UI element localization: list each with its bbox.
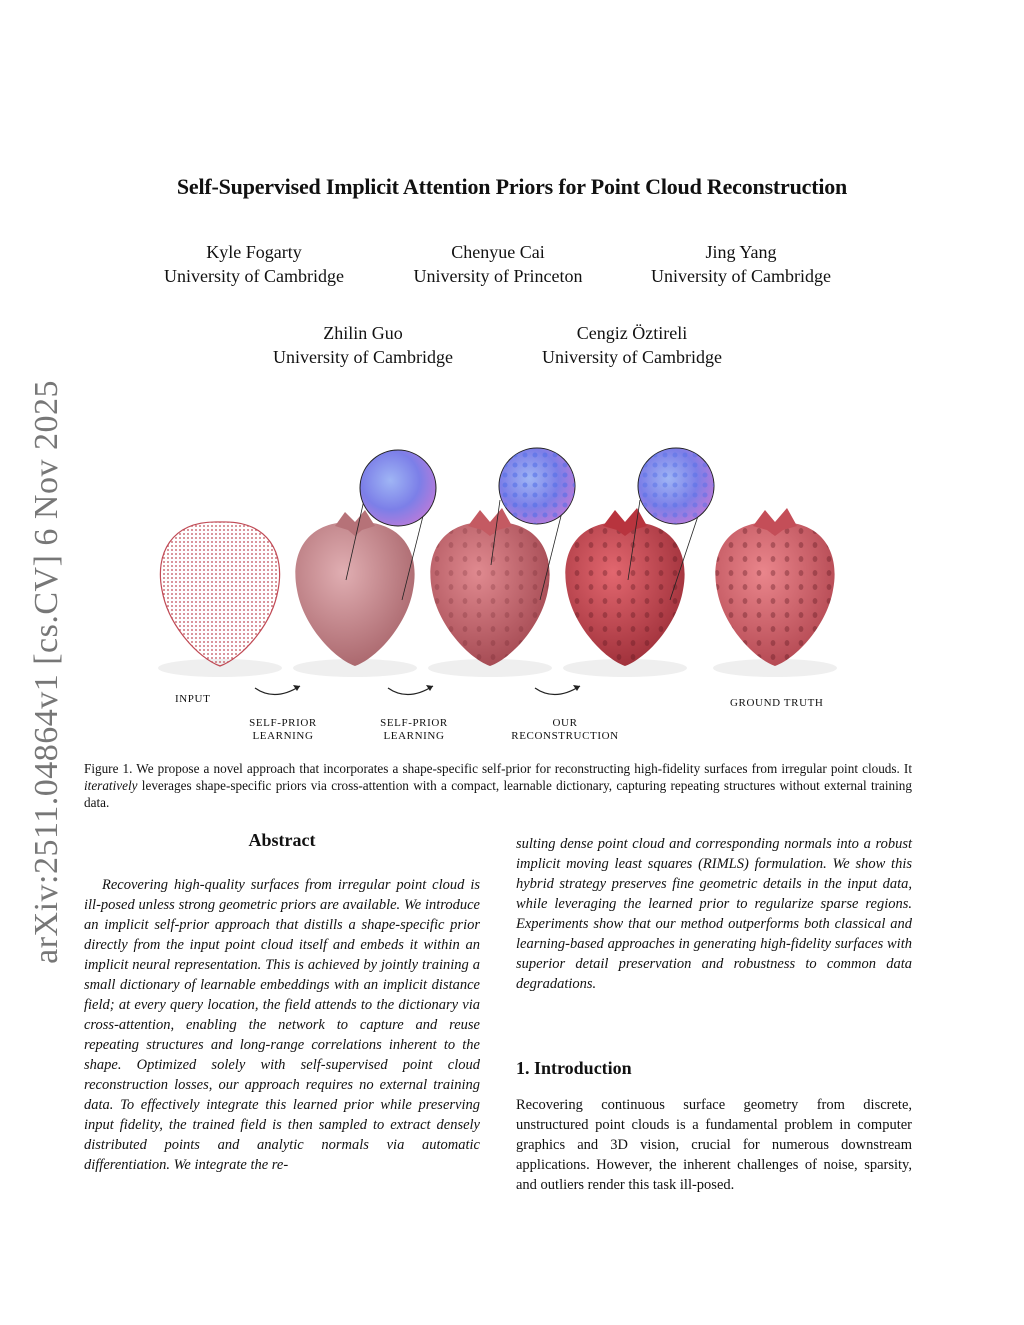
abstract-text-right: sulting dense point cloud and corresponding normals into a robust implicit moving least squares (RIMLS) formulation. We show this hybrid strategy preserves fine geometric details in the input data, while leveraging the learned prior to regularize sparse regions. Experiments show that our method outperforms both classical and learning-based approaches in generating high-fidelity surfaces with superior detail preservation and robustness to common data degradations.: [516, 836, 912, 992]
input-point-cloud: [160, 522, 279, 666]
author-block: [368, 240, 628, 288]
figure-caption: Figure 1. We propose a novel approach that incorporates a shape-specific self-prior for reconstructing high-fidelity surfaces from irregular point clouds. It iteratively leverages shape-specific priors via cross-attention with a compact, learnable dictionary, capturing repeating structures without external training data.: [84, 761, 912, 810]
abstract-text-left: Recovering high-quality surfaces from irregular point cloud is ill-posed unless strong geometric priors are available. We introduce an implicit self-prior approach that distills a shape-specific prior directly from the input point cloud itself and embeds it within an implicit neural representation. This is achieved by jointly training a small dictionary of learnable embeddings with an implicit distance field; at every query location, the field attends to the dictionary via cross-attention, enabling the network to capture and reuse repeating structures and long-range correlations inherent to the shape. Optimized solely with self-supervised point cloud reconstruction losses, our approach requires no external training data. To effectively integrate this learned prior while preserving input fidelity, the trained field is then sampled to extract densely distributed points and analytic normals via automatic differentiation. We integrate the re-: [84, 877, 480, 1173]
author-name: Cengiz Öztireli: [576, 323, 688, 343]
teaser-figure: [150, 440, 870, 750]
author-block: [124, 240, 384, 288]
label-step-1: SELF-PRIOR LEARNING: [249, 717, 317, 742]
label-input: INPUT: [175, 693, 211, 705]
section-heading-introduction: 1. Introduction: [516, 1058, 632, 1078]
author-affiliation: University of Cambridge: [164, 266, 344, 286]
paper-title: Self-Supervised Implicit Attention Priors for Point Cloud Reconstruction: [176, 174, 848, 199]
author-block: [233, 321, 493, 369]
label-step-2: SELF-PRIOR LEARNING: [380, 717, 448, 742]
author-affiliation: University of Cambridge: [273, 347, 453, 367]
label-ground-truth: GROUND TRUTH: [730, 697, 824, 709]
author-block: [502, 321, 762, 369]
author-block: [611, 240, 871, 288]
author-affiliation: University of Cambridge: [651, 266, 831, 286]
introduction-text: Recovering continuous surface geometry from discrete, unstructured point clouds is a fundamental problem in computer graphics and 3D vision, crucial for numerous downstream applications. However, the inherent challenges of noise, sparsity, and outliers render this task ill-posed.: [516, 1097, 912, 1193]
author-name: Chenyue Cai: [451, 242, 545, 262]
author-affiliation: University of Cambridge: [542, 347, 722, 367]
zoom-circle-1: [360, 450, 436, 526]
abstract-heading: Abstract: [248, 830, 316, 850]
arrow-icon: [255, 686, 300, 695]
label-step-3: OUR RECONSTRUCTION: [511, 717, 619, 742]
strawberry-stage-1: [295, 522, 414, 666]
author-name: Zhilin Guo: [323, 323, 403, 343]
author-name: Kyle Fogarty: [206, 242, 302, 262]
arxiv-identifier: arXiv:2511.04864v1 [cs.CV] 6 Nov 2025: [28, 380, 65, 964]
author-affiliation: University of Princeton: [413, 266, 583, 286]
arrow-icon: [535, 686, 580, 695]
author-name: Jing Yang: [705, 242, 777, 262]
arrow-icon: [388, 686, 433, 695]
